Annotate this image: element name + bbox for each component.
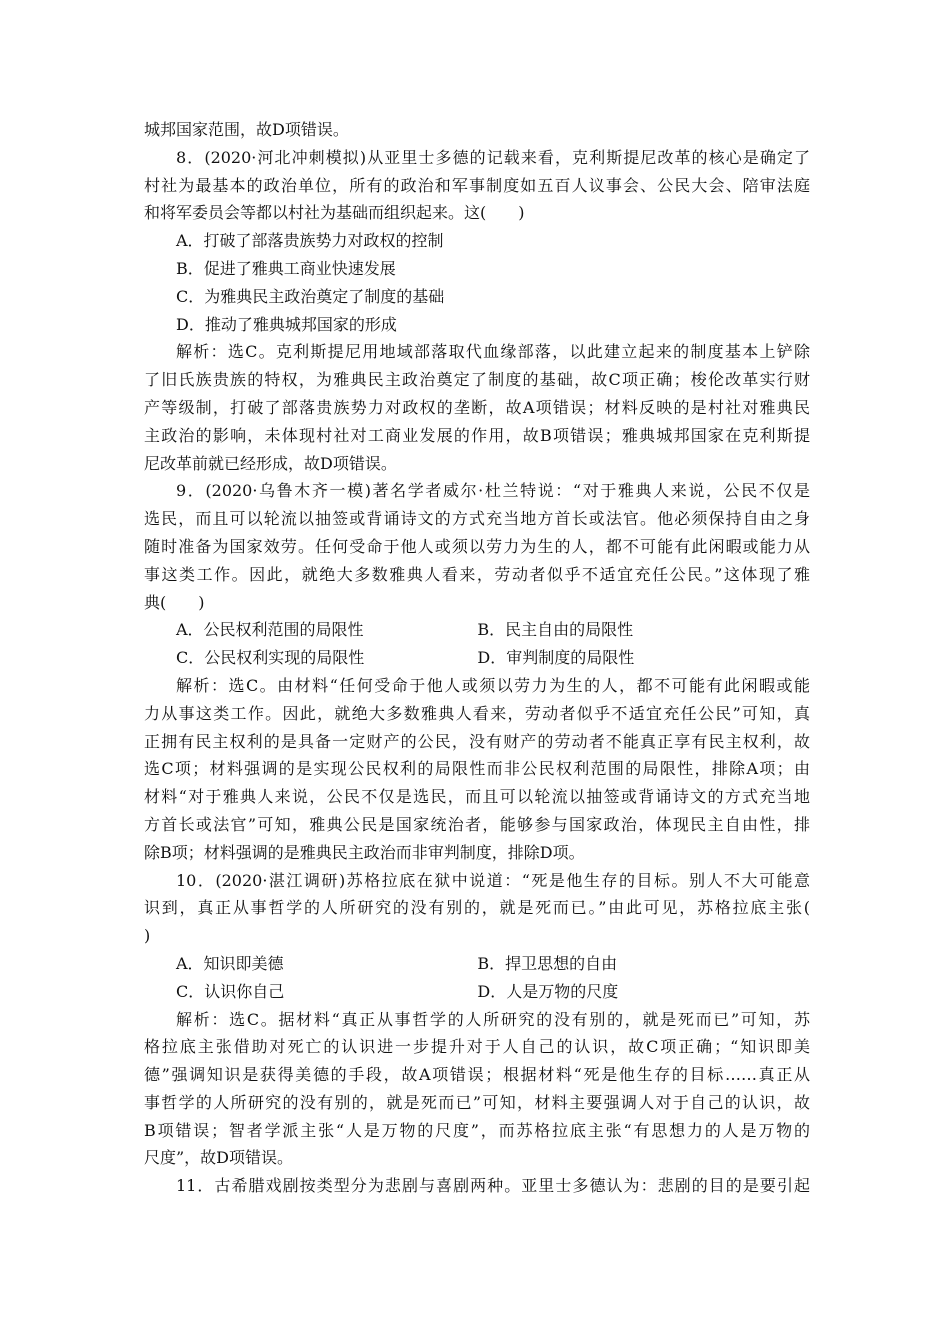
q8-stem-line-2: 村社为最基本的政治单位，所有的政治和军事制度如五百人议事会、公民大会、陪审法庭 [144, 175, 810, 195]
q10-stem-line-2: 识到，真正从事哲学的人所研究的没有别的，就是死而已。”由此可见，苏格拉底主张( [144, 898, 810, 918]
q9-stem-line-2: 选民，而且可以轮流以抽签或背诵诗文的方式充当地方首长或法官。他必须保持自由之身 [144, 509, 810, 529]
q9-option-a: A．公民权利范围的局限性 [176, 620, 364, 640]
q9-options-row-2 [144, 644, 810, 672]
q9-stem-line-3: 随时准备为国家效劳。任何受命于他人或须以劳力为生的人，都不可能有此闲暇或能力从 [144, 536, 810, 556]
q9-stem-line-5: 典( ) [144, 592, 205, 612]
q10-analysis-line-3: 德”强调知识是获得美德的手段，故A项错误；根据材料“死是他生存的目标……真正从 [144, 1065, 810, 1085]
q8-option-a: A．打破了部落贵族势力对政权的控制 [176, 231, 444, 251]
document-page [144, 116, 810, 1200]
q8-option-b: B．促进了雅典工商业快速发展 [176, 258, 396, 278]
intro-line: 城邦国家范围，故D项错误。 [144, 120, 349, 139]
question-8 [144, 144, 810, 478]
q10-analysis-line-6: 尺度”，故D项错误。 [144, 1148, 294, 1168]
q10-option-c: C．认识你自己 [176, 981, 285, 1001]
q10-option-b: B．捍卫思想的自由 [477, 953, 618, 973]
q10-analysis-line-2: 格拉底主张借助对死亡的认识进一步提升对于人自己的认识，故C项正确；“知识即美 [144, 1037, 810, 1057]
q8-option-d: D．推动了雅典城邦国家的形成 [176, 314, 397, 334]
q10-stem-line-3: ) [144, 926, 151, 946]
q9-stem-line-4: 事这类工作。因此，就绝大多数雅典人看来，劳动者似乎不适宜充任公民。”这体现了雅 [144, 564, 810, 584]
q10-analysis-line-1: 解析：选C。据材料“真正从事哲学的人所研究的没有别的，就是死而已”可知，苏 [176, 1009, 810, 1029]
q9-analysis-line-3: 正拥有民主权利的是具备一定财产的公民，没有财产的劳动者不能真正享有民主权利，故 [144, 731, 810, 751]
q8-analysis-line-4: 主政治的影响，未体现村社对工商业发展的作用，故B项错误；雅典城邦国家在克利斯提 [144, 425, 810, 445]
q10-stem-line-1: 10．(2020·湛江调研)苏格拉底在狱中说道：“死是他生存的目标。别人不大可能意 [176, 870, 810, 890]
question-11 [144, 1172, 810, 1200]
q10-analysis-line-4: 事哲学的人所研究的没有别的，就是死而已”可知，材料主要强调人对于自己的认识，故 [144, 1092, 810, 1112]
q11-stem-line-1: 11．古希腊戏剧按类型分为悲剧与喜剧两种。亚里士多德认为：悲剧的目的是要引起 [176, 1176, 810, 1196]
q9-stem-line-1: 9．(2020·乌鲁木齐一模)著名学者威尔·杜兰特说：“对于雅典人来说，公民不仅是 [176, 481, 810, 501]
q9-option-b: B．民主自由的局限性 [477, 620, 634, 640]
q8-stem-line-1: 8．(2020·河北冲刺模拟)从亚里士多德的记载来看，克利斯提尼改革的核心是确定了 [176, 147, 810, 167]
q8-analysis-line-5: 尼改革前就已经形成，故D项错误。 [144, 453, 397, 473]
q10-options-row-1 [144, 950, 810, 978]
q9-option-c: C．公民权利实现的局限性 [176, 648, 365, 668]
question-10 [144, 867, 810, 1173]
q10-option-d: D．人是万物的尺度 [477, 981, 619, 1001]
q10-option-a: A．知识即美德 [176, 953, 284, 973]
q8-stem-line-3: 和将军委员会等都以村社为基础而组织起来。这( ) [144, 203, 525, 223]
q10-options-row-2 [144, 978, 810, 1006]
q10-analysis-line-5: B项错误；智者学派主张“人是万物的尺度”，而苏格拉底主张“有思想力的人是万物的 [144, 1120, 810, 1140]
q8-option-c: C．为雅典民主政治奠定了制度的基础 [176, 286, 445, 306]
q9-analysis-line-1: 解析：选C。由材料“任何受命于他人或须以劳力为生的人，都不可能有此闲暇或能 [176, 675, 810, 695]
q9-option-d: D．审判制度的局限性 [477, 648, 635, 668]
q9-options-row-1 [144, 616, 810, 644]
q9-analysis-line-5: 材料“对于雅典人来说，公民不仅是选民，而且可以轮流以抽签或背诵诗文的方式充当地 [144, 787, 810, 807]
q9-analysis-line-6: 方首长或法官”可知，雅典公民是国家统治者，能够参与国家政治，体现民主自由性，排 [144, 814, 810, 834]
q8-analysis-line-1: 解析：选C。克利斯提尼用地域部落取代血缘部落，以此建立起来的制度基本上铲除 [176, 342, 810, 362]
q9-analysis-line-4: 选C项；材料强调的是实现公民权利的局限性而非公民权利范围的局限性，排除A项；由 [144, 759, 810, 779]
question-9 [144, 477, 810, 866]
q9-analysis-line-7: 除B项；材料强调的是雅典民主政治而非审判制度，排除D项。 [144, 842, 585, 862]
q8-analysis-line-2: 了旧氏族贵族的特权，为雅典民主政治奠定了制度的基础，故C项正确；梭伦改革实行财 [144, 370, 810, 390]
q9-analysis-line-2: 力从事这类工作。因此，就绝大多数雅典人看来，劳动者似乎不适宜充任公民”可知，真 [144, 703, 810, 723]
q8-analysis-line-3: 产等级制，打破了部落贵族势力对政权的垄断，故A项错误；材料反映的是村社对雅典民 [144, 397, 810, 417]
